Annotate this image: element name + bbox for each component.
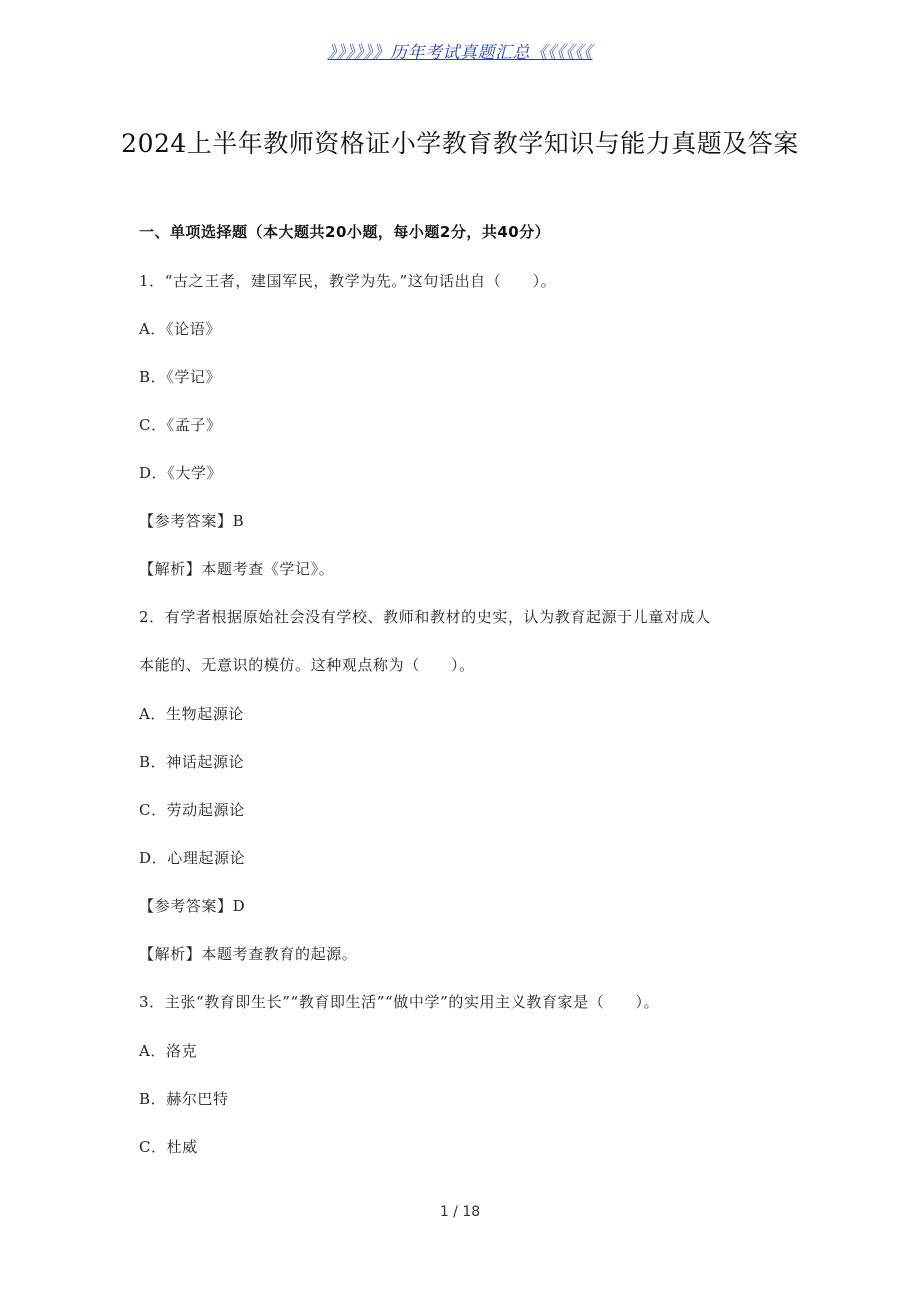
page-indicator: 1 / 18 <box>439 1204 481 1220</box>
question-3-option-b: B．赫尔巴特 <box>139 1090 229 1108</box>
question-2-continued: 本能的、无意识的模仿。这种观点称为（ ）。 <box>139 656 475 674</box>
question-1-answer: 【参考答案】B <box>139 512 245 530</box>
question-1-option-b: B．《学记》 <box>139 368 222 386</box>
question-2-option-c: C．劳动起源论 <box>139 801 245 819</box>
question-2-option-d: D．心理起源论 <box>139 849 246 867</box>
question-1: 1．“古之王者，建国军民，教学为先。”这句话出自（ ）。 <box>139 272 557 290</box>
question-1-option-a: A．《论语》 <box>139 320 221 338</box>
question-2-explanation: 【解析】本题考查教育的起源。 <box>139 945 358 963</box>
question-3-option-c: C．杜威 <box>139 1138 198 1156</box>
exam-collection-link[interactable]: 》》》》》》历年考试真题汇总《《《《《《 <box>327 43 593 63</box>
question-2-answer: 【参考答案】D <box>139 897 246 915</box>
question-2: 2．有学者根据原始社会没有学校、教师和教材的史实，认为教育起源于儿童对成人 <box>139 608 711 626</box>
question-1-explanation: 【解析】本题考查《学记》。 <box>139 560 335 578</box>
question-3-option-a: A．洛克 <box>139 1042 198 1060</box>
question-2-option-b: B．神话起源论 <box>139 753 245 771</box>
question-1-option-d: D．《大学》 <box>139 464 223 482</box>
question-3: 3．主张“教育即生长”“教育即生活”“做中学”的实用主义教育家是（ ）。 <box>139 993 660 1011</box>
question-1-option-c: C．《孟子》 <box>139 416 222 434</box>
document-title: 2024上半年教师资格证小学教育教学知识与能力真题及答案 <box>121 129 799 158</box>
question-2-option-a: A．生物起源论 <box>139 705 245 723</box>
section-heading: 一、单项选择题（本大题共20小题，每小题2分，共40分） <box>139 223 551 241</box>
